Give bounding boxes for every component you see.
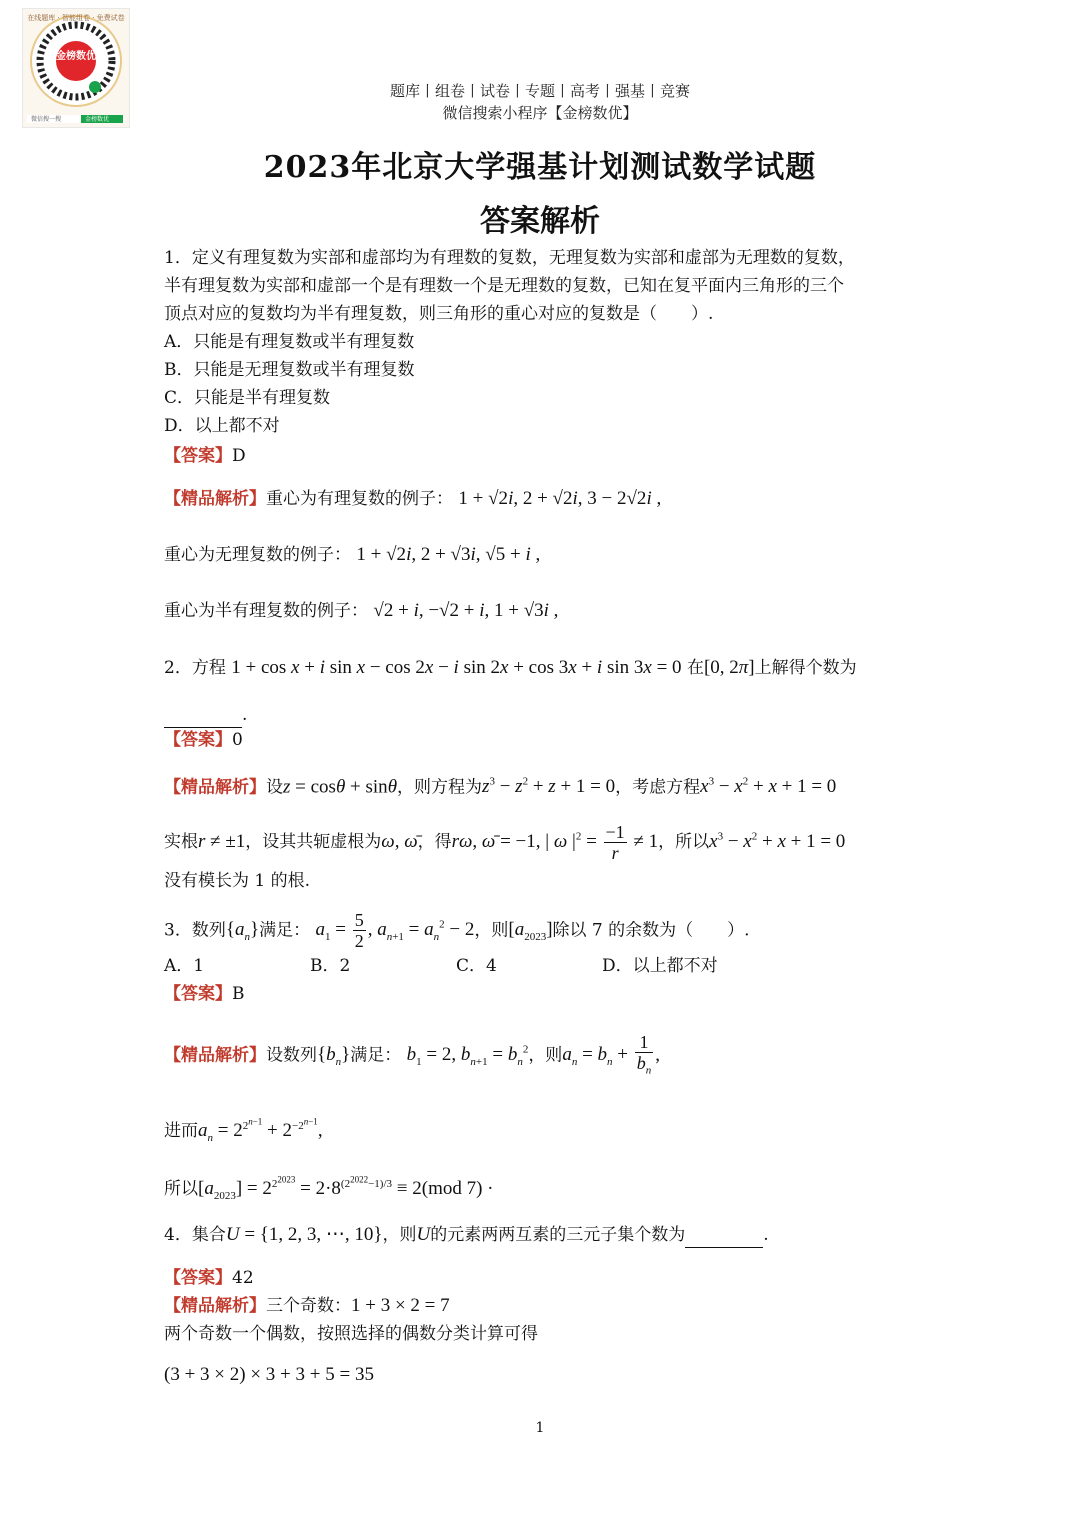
q4-analysis-1 xyxy=(164,1293,924,1319)
analysis-text: 设 xyxy=(266,777,283,798)
answer-tag: 【答案】 xyxy=(164,1268,232,1288)
math-expression: $\{b_n\}$ xyxy=(317,1044,351,1069)
q2-analysis-3: 没有模长为 1 的根. xyxy=(164,871,311,891)
q2-answer xyxy=(164,727,924,753)
analysis-text: 设数列 xyxy=(266,1045,317,1066)
q1-stem-line: 半有理复数为实部和虚部一个是有理数一个是无理数的复数，已知在复平面内三角形的三个 xyxy=(164,276,844,296)
analysis-text: 重心为半有理复数的例子： xyxy=(164,601,368,621)
answer-tag: 【答案】 xyxy=(164,446,232,466)
analysis-text: 实根 xyxy=(164,832,198,852)
analysis-text: ，则 xyxy=(528,1045,563,1066)
answer-tag: 【答案】 xyxy=(164,730,232,750)
math-expression: $z^3 - z^2 + z + 1 = 0$ xyxy=(482,776,616,798)
analysis-text: ，则方程为 xyxy=(397,777,483,798)
q3-options xyxy=(164,953,924,979)
stem-text: ，则 xyxy=(474,920,509,941)
analysis-tag: 【精品解析】 xyxy=(164,1296,266,1316)
stem-text: 2．方程 xyxy=(164,658,226,678)
math-expression: 1 + √2i, 2 + √2i, 3 − 2√2i , xyxy=(458,488,662,509)
math-expression: 1 + cos x + i sin x − cos 2x − i sin 2x + cos 3x + i sin 3x = 0 xyxy=(231,657,682,678)
q2-analysis-1 xyxy=(164,769,924,800)
math-expression: , $a_{n+1} = a_n^2 - 2$ xyxy=(367,919,475,944)
analysis-text: 三个奇数： xyxy=(266,1296,351,1316)
q1-analysis-3 xyxy=(164,598,924,624)
q2-blank: . xyxy=(164,702,924,728)
stem-text: 满足： xyxy=(259,920,311,941)
q3-analysis-3 xyxy=(164,1166,924,1209)
q3-option: B．2 xyxy=(310,956,351,976)
stem-text: ，则 xyxy=(382,1225,417,1245)
q3-answer xyxy=(164,981,924,1007)
q4-analysis-2: 两个奇数一个偶数，按照选择的偶数分类计算可得 xyxy=(164,1324,538,1344)
q1-analysis-1 xyxy=(164,486,924,512)
answer-value: D xyxy=(232,446,246,466)
logo-bottom-left: 微信搜一搜 xyxy=(31,116,62,123)
fraction: $\frac{1}{b_n}$ xyxy=(636,1031,652,1077)
logo-center-text: 金榜数优 xyxy=(56,51,96,62)
math-expression: $[a_{2023}]$ xyxy=(508,919,553,944)
math-expression: ≠ 1 xyxy=(628,831,659,852)
answer-tag: 【答案】 xyxy=(164,984,232,1004)
q4-analysis-3 xyxy=(164,1362,924,1388)
answer-blank xyxy=(685,1229,763,1248)
q4-answer xyxy=(164,1265,924,1291)
page-subtitle: 答案解析 xyxy=(480,204,600,239)
analysis-text: 重心为有理复数的例子： xyxy=(266,489,453,509)
math-expression: 1 + √2i, 2 + √3i, √5 + i , xyxy=(356,544,541,565)
math-expression: $\{a_n\}$ xyxy=(225,919,260,944)
math-expression: U = {1, 2, 3, ⋯, 10} xyxy=(225,1224,383,1245)
analysis-text: 满足： xyxy=(350,1045,402,1066)
math-expression: $a_1$ = xyxy=(315,919,351,944)
q3-analysis-2 xyxy=(164,1108,924,1151)
q4-stem: 4．集合U = {1, 2, 3, ⋯, 10}，则U的元素两两互素的三元子集个数为 . xyxy=(164,1222,924,1248)
fraction: $\frac{-1}{r}$ xyxy=(605,822,625,863)
stem-text: 4．集合 xyxy=(164,1225,226,1245)
q3-option: C．4 xyxy=(456,956,497,976)
analysis-text: ，设其共轭虚根为 xyxy=(245,832,382,852)
q2-stem xyxy=(164,655,924,681)
analysis-tag: 【精品解析】 xyxy=(164,1045,266,1066)
stem-text: 在 xyxy=(686,658,704,678)
q3-analysis-1: 【精品解析】设数列$\{b_n\}$满足： $b_1 = 2$, $b_{n+1} = b_n^2$，则$a_n = b_n$ + $\frac{1}{b_n}$ , xyxy=(164,1030,924,1082)
math-expression: U xyxy=(416,1224,431,1245)
answer-value: 42 xyxy=(232,1268,254,1288)
math-expression: $a_n = b_n$ + xyxy=(562,1044,633,1069)
math-expression: [0, 2π] xyxy=(703,657,755,678)
math-expression: √2 + i, −√2 + i, 1 + √3i , xyxy=(373,600,559,621)
stem-text: 除以 7 的余数为（ ）. xyxy=(552,920,750,941)
q1-option: A．只能是有理复数或半有理复数 xyxy=(164,332,415,352)
answer-blank xyxy=(164,709,242,728)
q1-answer xyxy=(164,443,924,469)
analysis-text: ，考虑方程 xyxy=(615,777,701,798)
q1-option: C．只能是半有理复数 xyxy=(164,388,331,408)
math-expression: ω, ω̄ xyxy=(381,831,418,852)
header-nav: 题库丨组卷丨试卷丨专题丨高考丨强基丨竞赛 xyxy=(389,82,690,100)
math-expression: rω, ω̄ = −1, | ω $|^2$ = xyxy=(451,830,602,852)
answer-value: B xyxy=(232,984,245,1004)
analysis-tag: 【精品解析】 xyxy=(164,489,266,509)
math-expression: $x^3 - x^2 + x + 1 = 0$ xyxy=(700,776,837,798)
fraction: $\frac{5}{2}$ xyxy=(354,910,364,952)
math-expression: 1 + 3 × 2 = 7 xyxy=(351,1295,450,1316)
analysis-text: ，所以 xyxy=(658,832,710,852)
math-expression: $x^3 - x^2 + x + 1 = 0$ xyxy=(709,830,846,852)
math-expression: $[a_{2023}] = 2^{2^{2023}} = 2\cdot 8^{(2^{2022}-1)/3} \equiv 2(mod$ 7) · xyxy=(198,1174,494,1202)
stem-text: 3．数列 xyxy=(164,920,226,941)
analysis-text: 所以 xyxy=(164,1178,198,1199)
analysis-tag: 【精品解析】 xyxy=(164,777,266,798)
q3-stem xyxy=(164,905,924,957)
logo-ring-text: 在线题库 · 智能组卷 · 免费试卷 xyxy=(27,14,125,22)
page-number: 1 xyxy=(535,1420,545,1436)
math-expression: z = cosθ + sinθ xyxy=(283,776,398,798)
page-title: 2023年北京大学强基计划测试数学试题 xyxy=(263,150,817,185)
analysis-text: 重心为无理复数的例子： xyxy=(164,545,351,565)
stem-text: 的元素两两互素的三元子集个数为 xyxy=(430,1225,686,1245)
q1-stem-line: 1．定义有理复数为实部和虚部均为有理数的复数，无理复数为实部和虚部为无理数的复数， xyxy=(164,248,855,268)
analysis-text: 进而 xyxy=(164,1120,198,1141)
q1-stem-line: 顶点对应的复数均为半有理复数，则三角形的重心对应的复数是（ ）. xyxy=(164,304,714,324)
q2-analysis-2 xyxy=(164,822,924,863)
analysis-text: ，得 xyxy=(417,832,452,852)
math-expression: r ≠ ±1 xyxy=(198,831,246,852)
header-search: 微信搜索小程序【金榜数优】 xyxy=(442,104,638,122)
q1-option: D．以上都不对 xyxy=(164,416,280,436)
math-expression: $a_n = 2^{2^{n-1}} + 2^{-2^{n-1}}$, xyxy=(198,1116,323,1144)
answer-value: 0 xyxy=(232,730,243,750)
stem-text: 上解得个数为 xyxy=(754,658,857,678)
q1-analysis-2 xyxy=(164,542,924,568)
logo-bottom-badge: 金榜数优 xyxy=(85,116,110,123)
q3-option: A．1 xyxy=(164,956,205,976)
q3-option: D．以上都不对 xyxy=(602,956,718,976)
math-expression: (3 + 3 × 2) × 3 + 3 + 5 = 35 xyxy=(164,1364,374,1385)
math-expression: $b_1 = 2$, $b_{n+1} = b_n^2$ xyxy=(406,1044,529,1069)
q1-option: B．只能是无理复数或半有理复数 xyxy=(164,360,415,380)
